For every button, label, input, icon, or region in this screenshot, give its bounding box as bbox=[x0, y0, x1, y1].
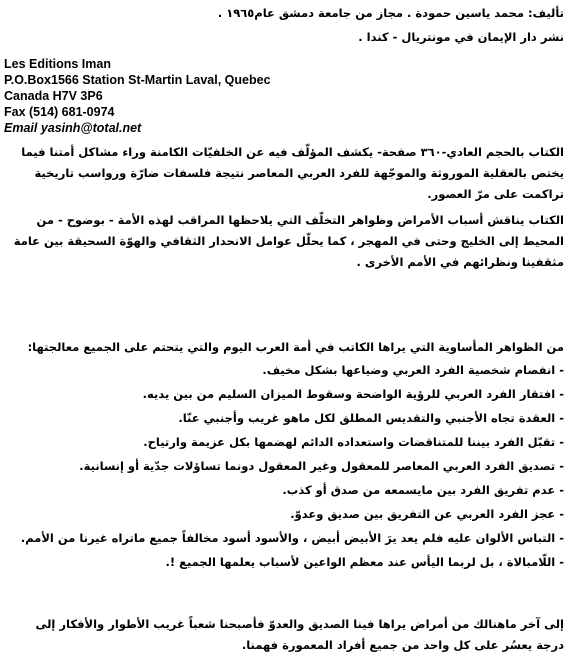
list-item: - اللّامبالاة ، بل لربما اليأس عند معظم الواعين لأسباب يعلمها الجميع !. bbox=[165, 555, 564, 569]
paragraph-2-line: المحيط إلى الخليج وحتى في المهجر ، كما يحلّل عوامل الانحدار الثقافي والهوّة السحيقة بين عامة bbox=[13, 234, 564, 248]
phenomena-list bbox=[6, 358, 564, 574]
address-line-3: Canada H7V 3P6 bbox=[4, 89, 103, 103]
paragraph-2-line: الكتاب يناقش أسباب الأمراض وظواهر التخلّف التي يلاحظها المراقب لهذه الأمة - بوضوح - من bbox=[36, 213, 564, 227]
address-line-4: Fax (514) 681-0974 bbox=[4, 105, 115, 119]
list-item: - عجز الفرد العربي عن التفريق بين صديق وعدوّ. bbox=[290, 507, 564, 521]
closing-paragraph bbox=[6, 614, 564, 656]
paragraph-1-line: تراكمت على مرّ العصور. bbox=[427, 187, 564, 201]
list-item: - تصديق الفرد العربي المعاصر للمعقول وغير المعقول دونما تساؤلات جدّية أو إنسانية. bbox=[79, 459, 564, 473]
paragraph-2-line: مثقفينا ونظرائهم في الأمم الأخرى . bbox=[356, 255, 564, 269]
author-line: تأليف: محمد ياسين حمودة . مجاز من جامعة دمشق عام١٩٦٥ . bbox=[217, 6, 564, 20]
paragraph-1 bbox=[6, 142, 564, 205]
list-item: - تقبّل الفرد بيننا للمتناقضات واستعداده الدائم لهضمها بكل عزيمة وارتياح. bbox=[143, 435, 564, 449]
list-intro: من الظواهر المأساوية التي يراها الكاتب في أمة العرب اليوم والتي يتحتم على الجميع معالجتها: bbox=[27, 340, 564, 354]
list-item: - عدم تفريق الفرد بين مايسمعه من صدق أو كذب. bbox=[282, 483, 564, 497]
paragraph-1-line: الكتاب بالحجم العادي-٣٦٠ صفحة- يكشف المؤلّف فيه عن الخلفيّات الكامنة وراء مشاكل أمتنا فيما bbox=[21, 145, 564, 159]
publisher-line: نشر دار الإيمان في مونتريال - كندا . bbox=[358, 30, 564, 44]
paragraph-2 bbox=[6, 210, 564, 273]
publisher-address bbox=[4, 56, 271, 136]
closing-line: إلى آخر ماهنالك من أمراض يراها فينا الصديق والعدوّ فأصبحنا شعباً غريب الأطوار والأفكار إلى bbox=[35, 617, 564, 631]
list-item: - العقدة تجاه الأجنبي والتقديس المطلق لكل ماهو غريب وأجنبي عنّا. bbox=[178, 411, 564, 425]
email-line: Email yasinh@total.net bbox=[4, 121, 142, 135]
paragraph-1-line: يختص بالعقلية الموروثة والموجّهة للفرد العربي المعاصر نتيجة فلسفات ضارّة ورواسب تاريخية bbox=[34, 166, 564, 180]
list-item: - انفصام شخصية الفرد العربي وضياعها بشكل مخيف. bbox=[262, 363, 564, 377]
list-item: - افتقار الفرد العربي للرؤية الواضحة وسقوط الميزان السليم من بين يديه. bbox=[142, 387, 564, 401]
list-item: - التباس الألوان عليه فلم يعد يرَ الأبيض أبيض ، والأسود أسود مخالفاً جميع ماتراه غيرنا من الأمم. bbox=[20, 531, 564, 545]
address-line-1: Les Editions Iman bbox=[4, 57, 111, 71]
address-line-2: P.O.Box1566 Station St-Martin Laval, Quebec bbox=[4, 73, 271, 87]
closing-line: درجة يعسُر على كل واحد من جميع أفراد المعمورة فهمنا. bbox=[241, 638, 564, 652]
